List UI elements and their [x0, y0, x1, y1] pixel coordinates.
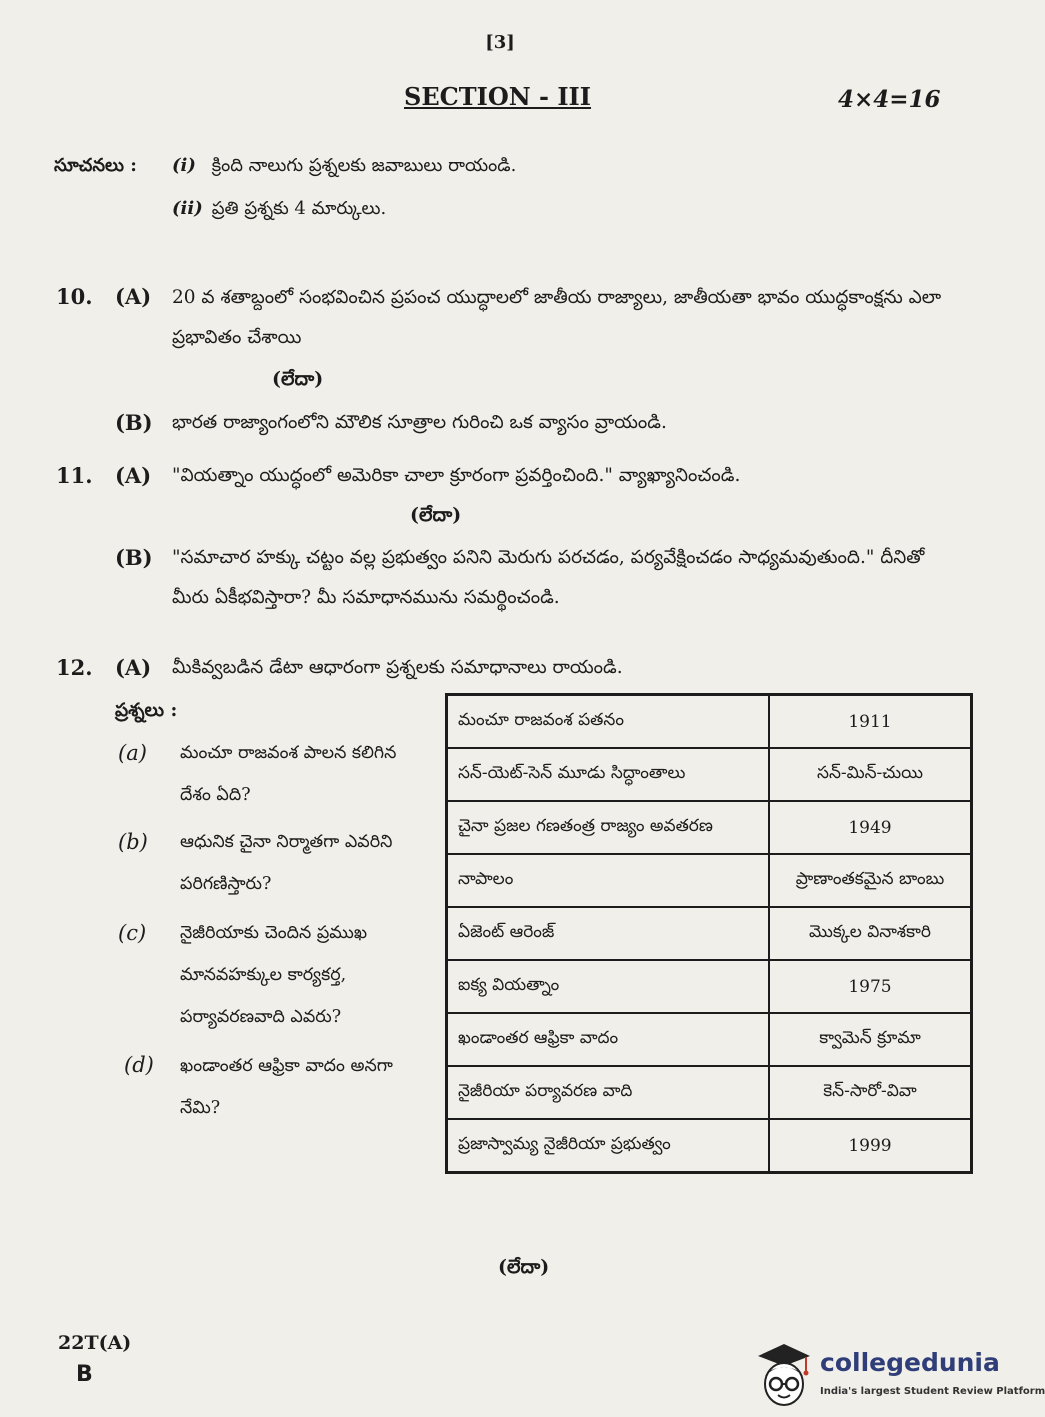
student-mascot-icon: [752, 1340, 816, 1414]
table-item: ప్రజాస్వామ్య నైజీరియా ప్రభుత్వం: [447, 1119, 770, 1173]
table-value: ప్రాణాంతకమైన బాంబు: [769, 854, 972, 907]
sub-questions-label: ప్రశ్నలు :: [115, 700, 178, 721]
table-value: 1911: [769, 695, 972, 749]
sub-question-text: మంచూ రాజవంశ పాలన కలిగిన దేశం ఏది?: [180, 743, 397, 805]
sub-question-letter: (c): [118, 921, 147, 945]
table-value: 1949: [769, 801, 972, 854]
table-value: మొక్కల వినాశకారి: [769, 907, 972, 960]
sub-question-text: నైజీరియాకు చెందిన ప్రముఖ మానవహక్కుల కార్యకర్త, పర్యావరణవాది ఎవరు?: [180, 923, 368, 1027]
option-label: (A): [115, 655, 152, 680]
question-number: 11.: [56, 463, 93, 488]
paper-code: 22T(A): [58, 1332, 132, 1354]
option-label: (A): [115, 284, 152, 309]
logo-name: collegedunia: [820, 1348, 1000, 1377]
table-value: కెన్-సారో-వివా: [769, 1066, 972, 1119]
section-title: SECTION - III: [404, 82, 592, 111]
instruction-number: (ii): [172, 198, 203, 219]
table-item: సన్-యెట్-సెన్ మూడు సిద్ధాంతాలు: [447, 748, 770, 801]
table-row: [447, 1013, 972, 1066]
page-number: [3]: [485, 32, 515, 53]
instruction-item: [172, 198, 386, 223]
collegedunia-logo: [752, 1338, 1045, 1417]
or-label: (లేదా): [410, 504, 462, 526]
table-value: 1975: [769, 960, 972, 1013]
question-text: మీకివ్వబడిన డేటా ఆధారంగా ప్రశ్నలకు సమాధానాలు రాయండి.: [172, 657, 623, 678]
option-label: (B): [115, 545, 153, 570]
instruction-number: (i): [172, 155, 196, 176]
sub-question-letter: (a): [118, 741, 147, 765]
table-row: [447, 748, 972, 801]
table-row: [447, 907, 972, 960]
sub-question-text: ఆధునిక చైనా నిర్మాతగా ఎవరిని పరిగణిస్తారు?: [180, 832, 393, 894]
section-marks: 4×4=16: [838, 86, 941, 113]
or-label: (లేదా): [498, 1256, 550, 1278]
instruction-item: [172, 155, 516, 180]
table-row: [447, 854, 972, 907]
table-row: [447, 695, 972, 749]
option-label: (B): [115, 410, 153, 435]
table-value: క్వామెన్ క్రూమా: [769, 1013, 972, 1066]
table-value: సన్-మిన్-చుయి: [769, 748, 972, 801]
paper-series: B: [76, 1362, 93, 1387]
table-item: చైనా ప్రజల గణతంత్ర రాజ్యం అవతరణ: [447, 801, 770, 854]
table-value: 1999: [769, 1119, 972, 1173]
table-item: మంచూ రాజవంశ పతనం: [447, 695, 770, 749]
question-text: "సమాచార హక్కు చట్టం వల్ల ప్రభుత్వం పనిని మెరుగు పరచడం, పర్యవేక్షించడం సాధ్యమవుతుంది." దీనితో మీరు ఏకీభవిస్తారా? మీ సమాధానమును సమర్థించండి.: [172, 547, 925, 608]
instruction-text: ప్రతి ప్రశ్నకు 4 మార్కులు.: [211, 198, 387, 219]
sub-question-letter: (b): [118, 830, 148, 854]
table-row: [447, 801, 972, 854]
table-item: ఐక్య వియత్నాం: [447, 960, 770, 1013]
data-table: [445, 693, 973, 1174]
table-row: [447, 960, 972, 1013]
table-row: [447, 1119, 972, 1173]
question-number: 12.: [56, 655, 93, 680]
instructions-label: సూచనలు :: [54, 155, 137, 176]
question-text: భారత రాజ్యాంగంలోని మౌలిక సూత్రాల గురించి ఒక వ్యాసం వ్రాయండి.: [172, 412, 667, 433]
table-item: ఏజెంట్ ఆరెంజ్: [447, 907, 770, 960]
table-item: నైజీరియా పర్యావరణ వాది: [447, 1066, 770, 1119]
or-label: (లేదా): [272, 368, 324, 390]
question-text: "వియత్నాం యుద్ధంలో అమెరికా చాలా క్రూరంగా ప్రవర్తించింది." వ్యాఖ్యానించండి.: [172, 465, 741, 486]
sub-question-letter: (d): [124, 1053, 154, 1077]
table-item: నాపాలం: [447, 854, 770, 907]
option-label: (A): [115, 463, 152, 488]
question-number: 10.: [56, 284, 93, 309]
question-text: 20 వ శతాబ్దంలో సంభవించిన ప్రపంచ యుద్ధాలలో జాతీయ రాజ్యాలు, జాతీయతా భావం యుద్ధకాంక్షను ఎలా ప్రభావితం చేశాయి: [172, 287, 942, 348]
sub-question-text: ఖండాంతర ఆఫ్రికా వాదం అనగా నేమి?: [180, 1056, 393, 1118]
table-row: [447, 1066, 972, 1119]
instruction-text: క్రింది నాలుగు ప్రశ్నలకు జవాబులు రాయండి.: [211, 155, 517, 176]
table-item: ఖండాంతర ఆఫ్రికా వాదం: [447, 1013, 770, 1066]
logo-tagline: India's largest Student Review Platform: [820, 1386, 1045, 1397]
